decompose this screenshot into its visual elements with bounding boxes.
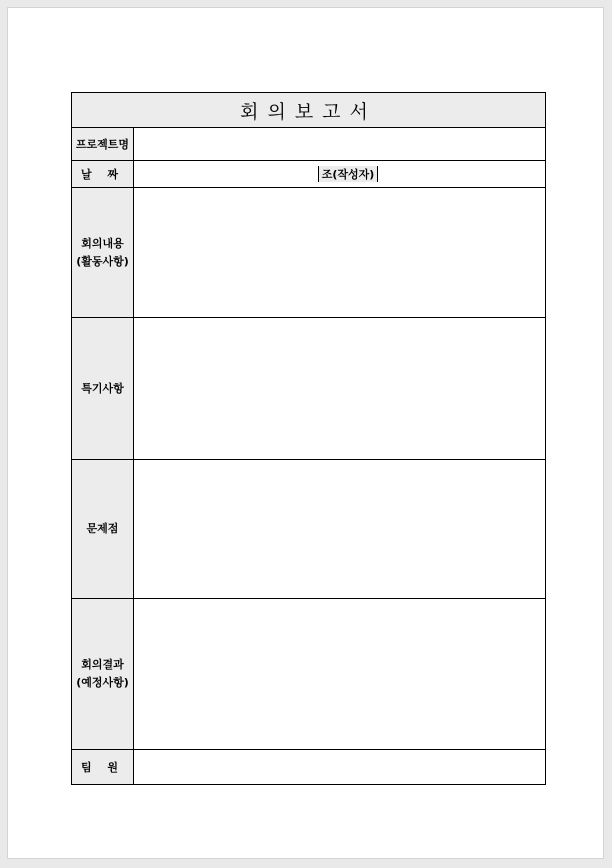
meeting-result-label-line1: 회의결과 <box>81 658 124 671</box>
meeting-content-label-line1: 회의내용 <box>81 236 124 250</box>
meeting-result-field[interactable] <box>134 599 546 750</box>
meeting-result-label-line2: (예정사항) <box>76 676 129 689</box>
team-author-field[interactable] <box>378 166 545 182</box>
problems-field[interactable] <box>134 460 546 599</box>
meeting-content-label <box>72 188 134 318</box>
date-field[interactable] <box>134 166 318 182</box>
team-members-label: 팀 원 <box>72 750 134 785</box>
special-notes-label: 특기사항 <box>72 318 134 460</box>
meeting-content-field[interactable] <box>134 188 546 318</box>
document-page <box>7 7 604 859</box>
date-row-fields <box>134 161 546 188</box>
project-name-field[interactable] <box>134 128 546 161</box>
team-members-row <box>134 750 546 785</box>
meeting-content-label-line2: (활동사항) <box>76 254 129 268</box>
meeting-report-form <box>71 92 546 785</box>
problems-label: 문제점 <box>72 460 134 599</box>
report-title: 회의보고서 <box>72 93 546 128</box>
team-author-label: 조(작성자) <box>318 166 378 182</box>
date-label: 날 짜 <box>72 161 134 188</box>
special-notes-field[interactable] <box>134 318 546 460</box>
project-name-label: 프로젝트명 <box>72 128 134 161</box>
meeting-result-label <box>72 599 134 750</box>
